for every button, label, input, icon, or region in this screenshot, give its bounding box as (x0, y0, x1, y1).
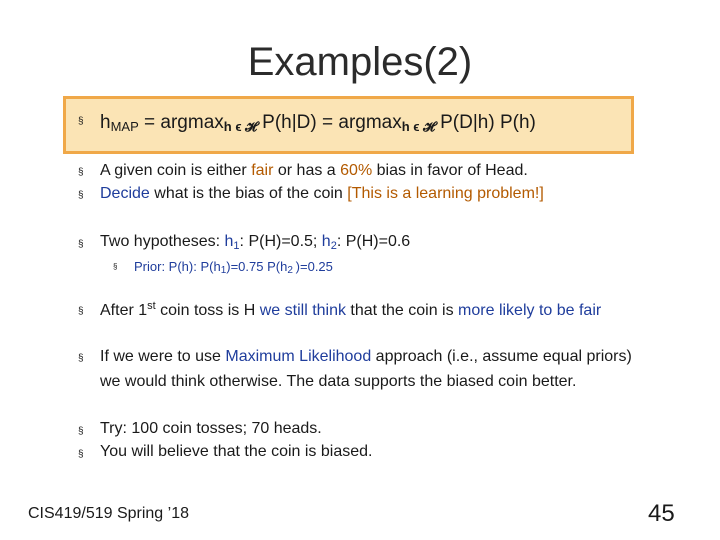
bullet-decide (100, 185, 544, 203)
text: or has a (273, 162, 341, 179)
text-maximum-likelihood: Maximum Likelihood (225, 348, 372, 365)
slide-title: Examples(2) (247, 40, 473, 84)
text: what is the bias of the coin (149, 185, 348, 202)
text-more-likely-fair: more likely to be fair (458, 302, 602, 319)
formula-map-subscript: MAP (110, 119, 139, 134)
formula-subscript-1: h ϵ 𝓗 (223, 119, 257, 134)
text-60-percent: 60% (340, 162, 373, 179)
text: 2 (330, 240, 337, 252)
text: h (224, 233, 234, 250)
bullet-icon: § (78, 167, 84, 178)
bullet-coin-description (100, 162, 528, 180)
text: If we were to use (100, 348, 226, 365)
text-fair: fair (251, 162, 274, 179)
text: h (321, 233, 331, 250)
text: After 1 (100, 302, 148, 319)
bullet-icon: § (78, 353, 84, 364)
text-decide: Decide (100, 185, 150, 202)
formula-h: h (100, 112, 111, 133)
text: 1 (220, 265, 227, 276)
footer-course: CIS419/519 Spring ’18 (28, 505, 189, 522)
text: coin toss is H (155, 302, 260, 319)
bullet-icon: § (78, 426, 84, 437)
text: : P(H)=0.6 (336, 233, 411, 250)
sub-bullet-icon: § (113, 262, 118, 271)
text-still-think: we still think (259, 302, 346, 319)
text-learning-problem: [This is a learning problem!] (347, 185, 544, 202)
bullet-icon: § (78, 239, 84, 250)
bullet-icon: § (78, 190, 84, 201)
text: )=0.25 (295, 259, 333, 274)
bullet-first-toss (100, 300, 601, 320)
formula-tail: P(D|h) P(h) (434, 112, 536, 133)
text: approach (i.e., assume equal priors) (371, 348, 632, 365)
bullet-try: Try: 100 coin tosses; 70 heads. (100, 420, 322, 437)
hypothesis-h2 (322, 233, 337, 250)
bullet-icon: § (78, 116, 84, 127)
formula-subscript-2: h ϵ 𝓗 (401, 119, 435, 134)
sub-bullet-prior (134, 259, 333, 276)
hypothesis-h1 (225, 233, 240, 250)
text: )=0.75 P(h (226, 259, 288, 274)
formula-middle: P(h|D) = argmax (256, 112, 402, 133)
bullet-maximum-likelihood-line2: we would think otherwise. The data supports the biased coin better. (100, 373, 577, 390)
bullet-icon: § (78, 449, 84, 460)
bullet-maximum-likelihood (100, 348, 632, 366)
bullet-two-hypotheses (100, 233, 410, 252)
text: A given coin is either (100, 162, 252, 179)
text: Prior: P(h): P(h (134, 259, 221, 274)
text: 2 (287, 265, 296, 276)
bullet-believe-biased: You will believe that the coin is biased. (100, 443, 373, 460)
text: 1 (233, 240, 240, 252)
page-number: 45 (648, 500, 675, 527)
text: st (147, 300, 156, 312)
map-formula (100, 112, 536, 135)
bullet-icon: § (78, 306, 84, 317)
text: : P(H)=0.5; (239, 233, 322, 250)
text: bias in favor of Head. (372, 162, 528, 179)
text: that the coin is (345, 302, 459, 319)
formula-argmax-1: = argmax (138, 112, 224, 133)
text: Two hypotheses: (100, 233, 225, 250)
